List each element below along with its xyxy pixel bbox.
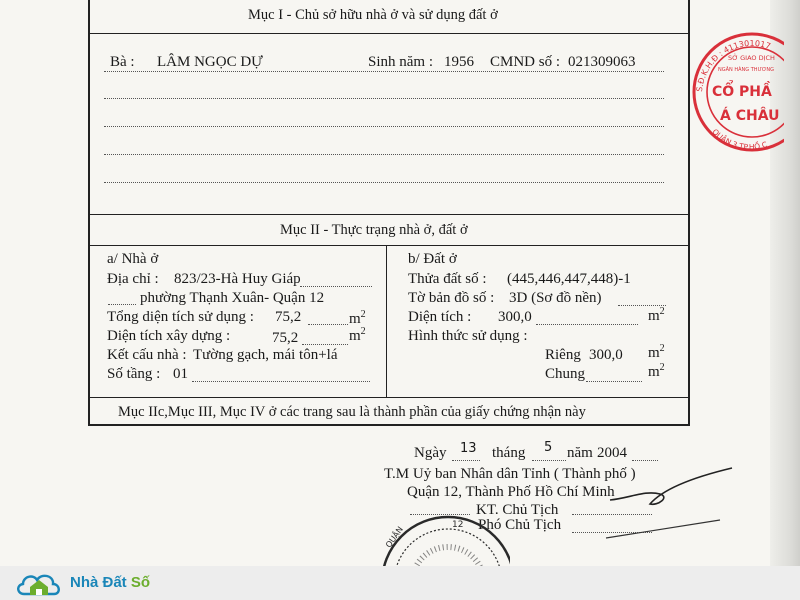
map-label: Tờ bản đồ số : — [408, 290, 495, 306]
watermark-footer — [0, 566, 800, 600]
structure-value: Tường gạch, mái tôn+lá — [193, 347, 338, 363]
components-note: Mục IIc,Mục III, Mục IV ở các trang sau là thành phần của giấy chứng nhận này — [118, 404, 586, 420]
land-area-label: Diện tích : — [408, 309, 472, 325]
owner-prefix: Bà : — [110, 54, 135, 70]
id-number: 021309063 — [568, 54, 636, 70]
section2-divider — [90, 245, 688, 246]
chairman-line: KT. Chủ Tịch — [476, 502, 559, 518]
section1-divider — [90, 33, 688, 34]
house-heading: a/ Nhà ở — [107, 251, 159, 267]
address-line2: phường Thạnh Xuân- Quận 12 — [140, 290, 325, 306]
total-area-value: 75,2 — [275, 309, 302, 325]
owner-name: LÂM NGỌC DỰ — [157, 54, 263, 70]
total-area-label: Tổng diện tích sử dụng : — [107, 309, 254, 325]
address-label: Địa chỉ : — [107, 271, 159, 287]
usage-label: Hình thức sử dụng : — [408, 328, 528, 344]
total-area-unit: $m^2$ — [349, 309, 366, 327]
parcel-label: Thửa đất số : — [408, 271, 487, 287]
floors-label: Số tầng : — [107, 366, 161, 382]
brand-name: Nhà Đất Số — [70, 574, 151, 591]
structure-label: Kết cấu nhà : — [107, 347, 187, 363]
dotted-line — [532, 460, 566, 461]
dotted-line — [104, 154, 664, 155]
date-day: 13 — [460, 441, 477, 456]
built-area-value: 75,2 — [272, 330, 299, 346]
section2-title: Mục II - Thực trạng nhà ở, đất ở — [280, 222, 468, 238]
dotted-line — [308, 324, 348, 325]
signature-scribble — [600, 460, 740, 540]
date-year: 2004 — [597, 445, 627, 461]
address-line1: 823/23-Hà Huy Giáp — [174, 271, 301, 287]
dotted-line — [452, 460, 480, 461]
svg-text:QUẬN: QUẬN — [383, 524, 405, 550]
svg-text:NGÂN HÀNG THƯƠNG: NGÂN HÀNG THƯƠNG — [718, 67, 775, 73]
id-label: CMND số : — [490, 54, 561, 70]
dotted-line — [586, 381, 642, 382]
svg-text:CỔ PHẦ: CỔ PHẦ — [712, 84, 772, 100]
private-unit: $m^2$ — [648, 343, 665, 361]
svg-text:S.Đ.K.H.Đ : 411301017: S.Đ.K.H.Đ : 411301017 — [694, 38, 772, 93]
date-month: 5 — [544, 440, 553, 455]
district-seal-stamp — [380, 505, 510, 567]
dotted-line — [104, 71, 664, 72]
bank-seal-stamp — [688, 28, 784, 156]
shared-label: Chung — [545, 366, 586, 382]
birth-label: Sinh năm : — [368, 54, 434, 70]
svg-text:SỞ GIAO DỊCH: SỞ GIAO DỊCH — [728, 54, 775, 62]
dotted-line — [536, 324, 638, 325]
dotted-line — [104, 98, 664, 99]
committee-line: T.M Uỷ ban Nhân dân Tỉnh ( Thành phố ) — [384, 466, 636, 482]
vice-chairman-line: Phó Chủ Tịch — [478, 517, 562, 533]
svg-text:Á CHÂU: Á CHÂU — [720, 108, 780, 124]
month-label: tháng — [492, 445, 526, 461]
land-area-unit: $m^2$ — [648, 306, 665, 324]
dotted-line — [192, 381, 370, 382]
map-value: 3D (Sơ đồ nền) — [509, 290, 602, 306]
year-label: năm — [567, 445, 593, 461]
svg-text:QUẬN 3 TP.HỒ C: QUẬN 3 TP.HỒ C — [710, 127, 769, 152]
private-label: Riêng — [545, 347, 581, 363]
dotted-line — [108, 304, 136, 305]
shared-unit: $m^2$ — [648, 362, 665, 380]
dotted-line — [300, 286, 372, 287]
built-area-unit: $m^2$ — [349, 326, 366, 344]
parcel-value: (445,446,447,448)-1 — [507, 271, 631, 287]
house-cloud-logo-icon — [14, 568, 64, 600]
note-divider — [90, 397, 688, 398]
land-heading: b/ Đất ở — [408, 251, 457, 267]
district-line: Quận 12, Thành Phố Hồ Chí Minh — [407, 484, 615, 500]
birth-year: 1956 — [444, 54, 474, 70]
built-area-label: Diện tích xây dựng : — [107, 328, 231, 344]
section1-title: Mục I - Chủ sở hữu nhà ở và sử dụng đất ở — [248, 7, 498, 23]
private-value: 300,0 — [589, 347, 623, 363]
section2-column-divider — [386, 245, 387, 397]
dotted-line — [104, 182, 664, 183]
section2-top-divider — [90, 214, 688, 215]
floors-value: 01 — [173, 366, 188, 382]
dotted-line — [104, 126, 664, 127]
dotted-line — [302, 344, 348, 345]
svg-text:12: 12 — [452, 520, 464, 530]
land-area-value: 300,0 — [498, 309, 532, 325]
date-prefix: Ngày — [414, 445, 447, 461]
